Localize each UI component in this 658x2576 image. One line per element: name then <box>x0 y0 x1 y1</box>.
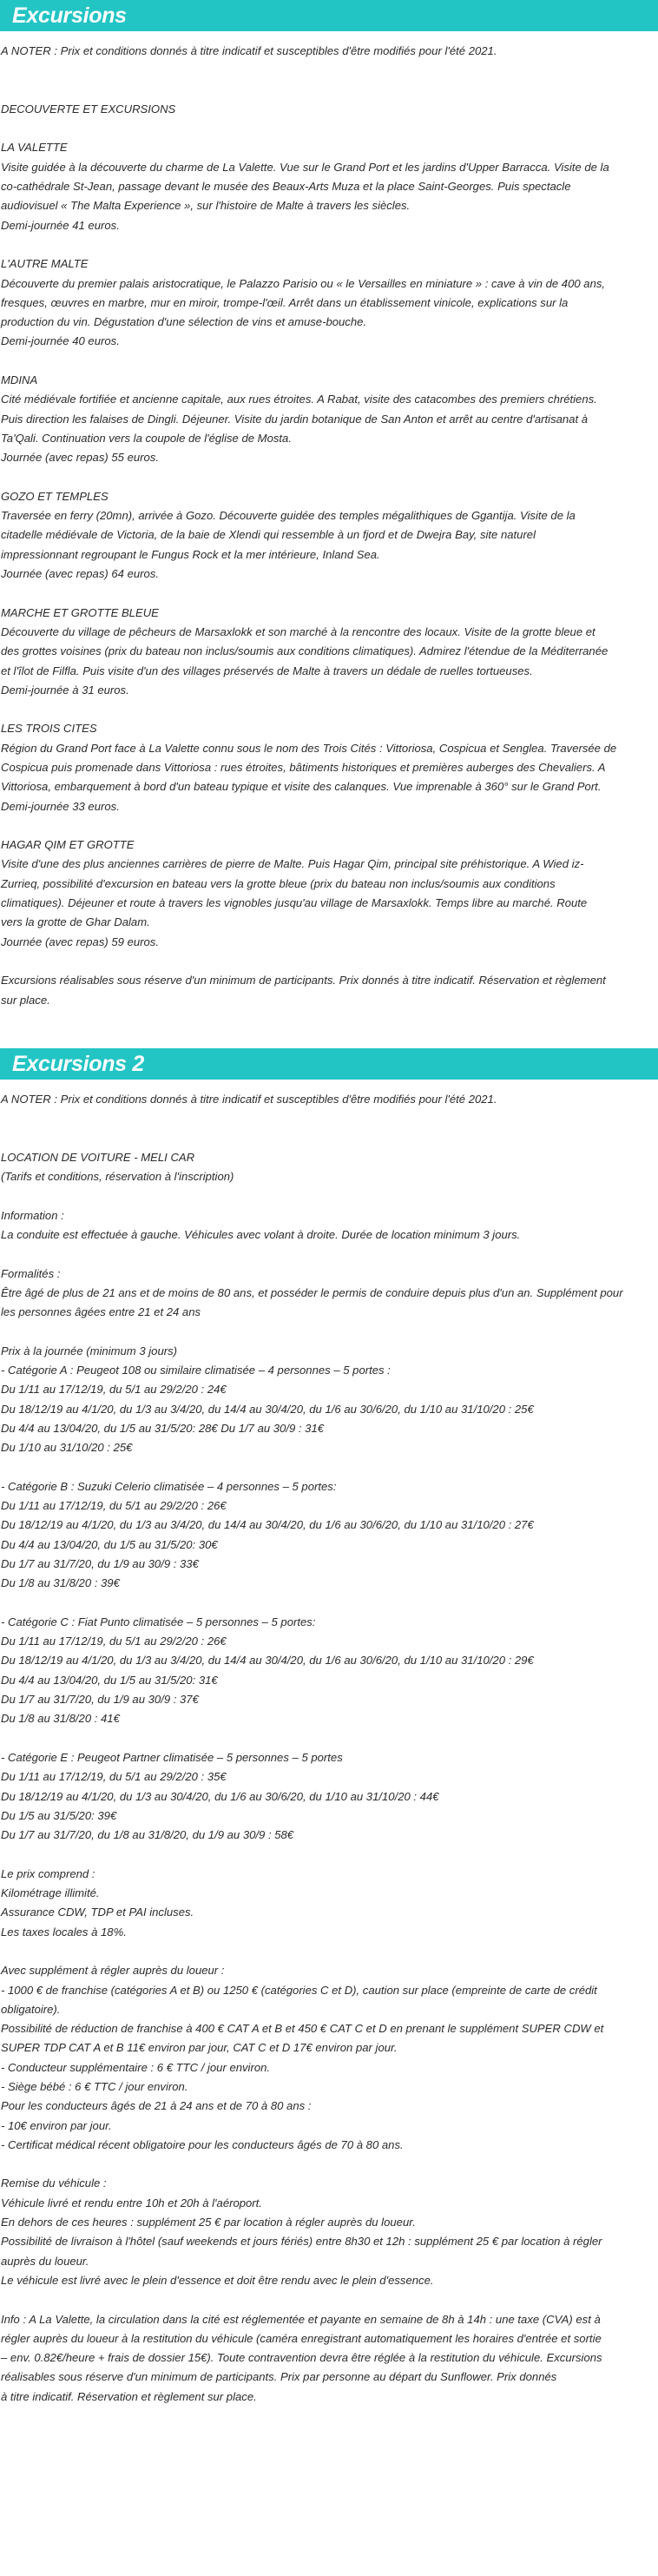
info-text: Le prix comprend : <box>1 1866 95 1880</box>
info-text: Du 1/11 au 17/12/19, du 5/1 au 29/2/20 : 24€ <box>1 1383 227 1397</box>
info-text: Du 1/11 au 17/12/19, du 5/1 au 29/2/20 : 26€ <box>1 1499 227 1513</box>
excursion-title: GOZO ET TEMPLES <box>1 489 109 503</box>
excursion-title: HAGAR QIM ET GROTTE <box>1 838 135 852</box>
info-text: - Catégorie E : Peugeot Partner climatisée – 5 personnes – 5 portes <box>1 1750 343 1764</box>
excursion-text: Demi-journée 41 euros. <box>1 218 120 232</box>
excursion-text: Région du Grand Port face à La Valette connu sous le nom des Trois Cités : Vittoriosa, Cospicua et Senglea. Traversée de <box>1 741 617 755</box>
info-text: Du 1/11 au 17/12/19, du 5/1 au 29/2/20 : 35€ <box>1 1770 227 1784</box>
info-text: – env. 0.82€/heure + frais de dossier 15€). Toute contravention devra être réglée à la restitution du véhicule. Excursions <box>1 2351 602 2365</box>
info-text: - Conducteur supplémentaire : 6 € TTC / jour environ. <box>1 2060 271 2074</box>
footer-text: sur place. <box>1 993 50 1007</box>
section-content <box>0 1080 658 2407</box>
note-text: A NOTER : Prix et conditions donnés à titre indicatif et susceptibles d'être modifiés pour l'été 2021. <box>1 44 497 57</box>
info-text: Kilométrage illimité. <box>1 1886 100 1900</box>
excursion-text: Demi-journée 33 euros. <box>1 799 120 813</box>
info-text: Possibilité de réduction de franchise à 400 € CAT A et B et 450 € CAT C et D en prenant le supplément SUPER CDW et <box>1 2022 604 2036</box>
info-text: Le véhicule est livré avec le plein d'essence et doit être rendu avec le plein d'essence. <box>1 2273 434 2287</box>
info-text: (Tarifs et conditions, réservation à l'inscription) <box>1 1170 234 1184</box>
excursion-title: MARCHE ET GROTTE BLEUE <box>1 605 159 619</box>
excursion-title: LES TROIS CITES <box>1 722 97 736</box>
excursion-text: Journée (avec repas) 55 euros. <box>1 451 159 465</box>
info-text: Du 18/12/19 au 4/1/20, du 1/3 au 30/4/20, du 1/6 au 30/6/20, du 1/10 au 31/10/20 : 44€ <box>1 1789 439 1803</box>
excursion-list <box>1 138 656 971</box>
info-text: Info : A La Valette, la circulation dans la cité est réglementée et payante en semaine de 8h à 14h : une taxe (CVA) est à <box>1 2312 601 2326</box>
info-text: La conduite est effectuée à gauche. Véhicules avec volant à droite. Durée de location minimum 3 jours. <box>1 1227 521 1241</box>
excursion-text: Cité médiévale fortifiée et ancienne capitale, aux rues étroites. A Rabat, visite des catacombes des premiers chrétiens. <box>1 393 597 406</box>
info-text: En dehors de ces heures : supplément 25 € par location à régler auprès du loueur. <box>1 2216 416 2229</box>
footer-text: Excursions réalisables sous réserve d'un minimum de participants. Prix donnés à titre indicatif. Réservation et règlement <box>1 974 606 987</box>
note-text: A NOTER : Prix et conditions donnés à titre indicatif et susceptibles d'être modifiés pour l'été 2021. <box>1 1092 497 1106</box>
car-rental-info <box>1 1148 656 2407</box>
info-text: Du 1/8 au 31/8/20 : 39€ <box>1 1576 120 1590</box>
info-text: Information : <box>1 1208 64 1222</box>
info-text: - Siège bébé : 6 € TTC / jour environ. <box>1 2079 188 2093</box>
excursion-text: Visite d'une des plus anciennes carrières de pierre de Malte. Puis Hagar Qim, principal site préhistorique. A Wied iz- <box>1 857 584 871</box>
section-title: Excursions 2 <box>0 1048 658 1080</box>
info-text: Du 1/11 au 17/12/19, du 5/1 au 29/2/20 : 26€ <box>1 1635 227 1648</box>
section-title: Excursions <box>0 0 658 31</box>
info-group <box>1 2310 656 2407</box>
excursion-text: Visite guidée à la découverte du charme de La Valette. Vue sur le Grand Port et les jardins d'Upper Barracca. Visite de la <box>1 160 609 174</box>
info-text: LOCATION DE VOITURE - MELI CAR <box>1 1150 195 1164</box>
excursion-text: Ta'Qali. Continuation vers la coupole de l'église de Mosta. <box>1 431 292 445</box>
info-text: Du 1/5 au 31/5/20: 39€ <box>1 1808 117 1822</box>
excursion-text: des grottes voisines (prix du bateau non inclus/soumis aux conditions climatiques). Admirez l'étendue de la Méditerranée <box>1 644 609 658</box>
info-text: les personnes âgées entre 21 et 24 ans <box>1 1305 201 1319</box>
excursion-text: Zurrieq, possibilité d'excursion en bateau vers la grotte bleue (prix du bateau non inclus/soumis aux conditions <box>1 876 556 890</box>
excursion-block <box>1 254 656 351</box>
info-text: Du 18/12/19 au 4/1/20, du 1/3 au 3/4/20, du 14/4 au 30/4/20, du 1/6 au 30/6/20, du 1/10 au 31/10/20 : 25€ <box>1 1402 534 1416</box>
excursion-text: citadelle médiévale de Victoria, de la baie de Xlendi qui ressemble à un fjord et de Dwejra Bay, site naturel <box>1 528 536 542</box>
info-group <box>1 1865 656 1942</box>
excursion-text: vers la grotte de Ghar Dalam. <box>1 915 150 929</box>
info-text: Les taxes locales à 18%. <box>1 1925 127 1939</box>
info-text: Prix à la journée (minimum 3 jours) <box>1 1344 178 1357</box>
info-group <box>1 1748 656 1845</box>
excursion-text: Vittoriosa, embarquement à bord d'un bateau typique et visite des calanques. Vue imprenable à 360° sur le Grand Port. <box>1 780 602 794</box>
excursion-text: Découverte du premier palais aristocratique, le Palazzo Parisio ou « le Versailles en miniature » : cave à vin de 400 ans, <box>1 276 606 290</box>
excursion-block <box>1 836 656 952</box>
info-text: Du 1/10 au 31/10/20 : 25€ <box>1 1441 133 1455</box>
info-text: Du 4/4 au 13/04/20, du 1/5 au 31/5/20: 28€ Du 1/7 au 30/9 : 31€ <box>1 1421 325 1435</box>
info-text: - Certificat médical récent obligatoire pour les conducteurs âgés de 70 à 80 ans. <box>1 2137 404 2151</box>
info-group <box>1 1148 656 1187</box>
info-text: auprès du loueur. <box>1 2254 89 2268</box>
excursion-text: Découverte du village de pêcheurs de Marsaxlokk et son marché à la rencontre des locaux. Visite de la grotte bleue et <box>1 624 595 638</box>
excursions-section <box>0 0 658 1010</box>
section-content <box>0 31 658 1010</box>
excursion-text: production du vin. Dégustation d'une sélection de vins et amuse-bouche. <box>1 315 367 329</box>
excursion-text: Traversée en ferry (20mn), arrivée à Gozo. Découverte guidée des temples mégalithiques de Ggantija. Visite de la <box>1 509 576 523</box>
excursion-text: audiovisuel « The Malta Experience », sur l'histoire de Malte à travers les siècles. <box>1 199 411 213</box>
excursion-text: et l'îlot de Filfla. Puis visite d'un des villages préservés de Malte à travers un dédale de ruelles tortueuses. <box>1 664 533 677</box>
excursion-block <box>1 719 656 816</box>
info-text: à titre indicatif. Réservation et règlement sur place. <box>1 2389 257 2403</box>
info-text: Possibilité de livraison à l'hôtel (sauf weekends et jours fériés) entre 8h30 et 12h : supplément 25 € par location à régler <box>1 2235 602 2249</box>
info-text: - Catégorie A : Peugeot 108 ou similaire climatisée – 4 personnes – 5 portes : <box>1 1364 391 1377</box>
info-text: Avec supplément à régler auprès du loueur : <box>1 1964 225 1978</box>
info-text: Remise du véhicule : <box>1 2176 107 2190</box>
excursion-text: climatiques). Déjeuner et route à travers les vignobles jusqu'au village de Marsaxlokk. Temps libre au marché. Route <box>1 896 588 910</box>
info-text: - Catégorie B : Suzuki Celerio climatisée – 4 personnes – 5 portes: <box>1 1479 337 1493</box>
info-text: Du 1/7 au 31/7/20, du 1/9 au 30/9 : 33€ <box>1 1556 199 1570</box>
info-group <box>1 2174 656 2290</box>
excursion-text: impressionnant regroupant le Fungus Rock et la mer intérieure, Inland Sea. <box>1 547 380 561</box>
excursion-title: LA VALETTE <box>1 141 68 155</box>
info-text: Formalités : <box>1 1266 61 1280</box>
info-group <box>1 1477 656 1594</box>
excursion-text: Cospicua puis promenade dans Vittoriosa : rues étroites, bâtiments historiques et premières auberges des Chevaliers. A <box>1 760 606 774</box>
info-text: Du 18/12/19 au 4/1/20, du 1/3 au 3/4/20, du 14/4 au 30/4/20, du 1/6 au 30/6/20, du 1/10 au 31/10/20 : 27€ <box>1 1518 534 1532</box>
excursion-block <box>1 138 656 234</box>
excursion-block <box>1 487 656 584</box>
info-text: régler auprès du loueur à la restitution du véhicule (caméra enregistrant automatiquement les horaires d'entrée et sortie <box>1 2331 602 2345</box>
section-heading: DECOUVERTE ET EXCURSIONS <box>1 102 176 116</box>
excursion-title: L'AUTRE MALTE <box>1 257 89 271</box>
excursion-text: Demi-journée 40 euros. <box>1 334 120 348</box>
info-group <box>1 1961 656 2155</box>
excursions-2-section <box>0 1048 658 2407</box>
info-text: Du 4/4 au 13/04/20, du 1/5 au 31/5/20: 31€ <box>1 1673 218 1687</box>
info-text: - 1000 € de franchise (catégories A et B) ou 1250 € (catégories C et D), caution sur place (empreinte de carte de crédit <box>1 1983 597 1997</box>
info-group <box>1 1613 656 1729</box>
excursion-title: MDINA <box>1 373 38 387</box>
info-text: Assurance CDW, TDP et PAI incluses. <box>1 1906 194 1919</box>
excursion-text: fresques, œuvres en marbre, mur en miroir, trompe-l'œil. Arrêt dans un établissement vinicole, explications sur la <box>1 295 569 309</box>
info-text: réalisables sous réserve d'un minimum de participants. Prix par personne au départ du Sunflower. Prix donnés <box>1 2370 557 2384</box>
excursion-text: Puis direction les falaises de Dingli. Déjeuner. Visite du jardin botanique de San Anton et arrêt au centre d'artisanat à <box>1 412 589 426</box>
footer-note <box>1 971 656 1010</box>
info-text: Être âgé de plus de 21 ans et de moins de 80 ans, et posséder le permis de conduire depuis plus d'un an. Supplément pour <box>1 1285 623 1299</box>
excursion-block <box>1 371 656 467</box>
info-text: - Catégorie C : Fiat Punto climatisée – 5 personnes – 5 portes: <box>1 1615 316 1628</box>
info-text: Véhicule livré et rendu entre 10h et 20h à l'aéroport. <box>1 2196 262 2209</box>
info-text: - 10€ environ par jour. <box>1 2118 112 2132</box>
excursion-text: Journée (avec repas) 59 euros. <box>1 935 159 948</box>
info-text: Pour les conducteurs âgés de 21 à 24 ans et de 70 à 80 ans : <box>1 2099 312 2113</box>
info-group <box>1 1342 656 1458</box>
info-text: Du 18/12/19 au 4/1/20, du 1/3 au 3/4/20, du 14/4 au 30/4/20, du 1/6 au 30/6/20, du 1/10 au 31/10/20 : 29€ <box>1 1654 534 1668</box>
info-text: SUPER TDP CAT A et B 11€ environ par jour, CAT C et D 17€ environ par jour. <box>1 2041 398 2055</box>
info-text: Du 1/7 au 31/7/20, du 1/9 au 30/9 : 37€ <box>1 1693 199 1707</box>
excursion-text: Journée (avec repas) 64 euros. <box>1 567 159 581</box>
info-text: Du 1/8 au 31/8/20 : 41€ <box>1 1712 120 1726</box>
excursion-text: co-cathédrale St-Jean, passage devant le musée des Beaux-Arts Muza et la place Saint-Georges. Puis spectacle <box>1 180 571 194</box>
excursion-block <box>1 604 656 700</box>
excursion-text: Demi-journée à 31 euros. <box>1 683 129 697</box>
info-text: Du 1/7 au 31/7/20, du 1/8 au 31/8/20, du 1/9 au 30/9 : 58€ <box>1 1828 294 1842</box>
info-text: Du 4/4 au 13/04/20, du 1/5 au 31/5/20: 30€ <box>1 1537 218 1551</box>
info-group <box>1 1206 656 1245</box>
info-text: obligatoire). <box>1 2002 61 2016</box>
info-group <box>1 1265 656 1323</box>
